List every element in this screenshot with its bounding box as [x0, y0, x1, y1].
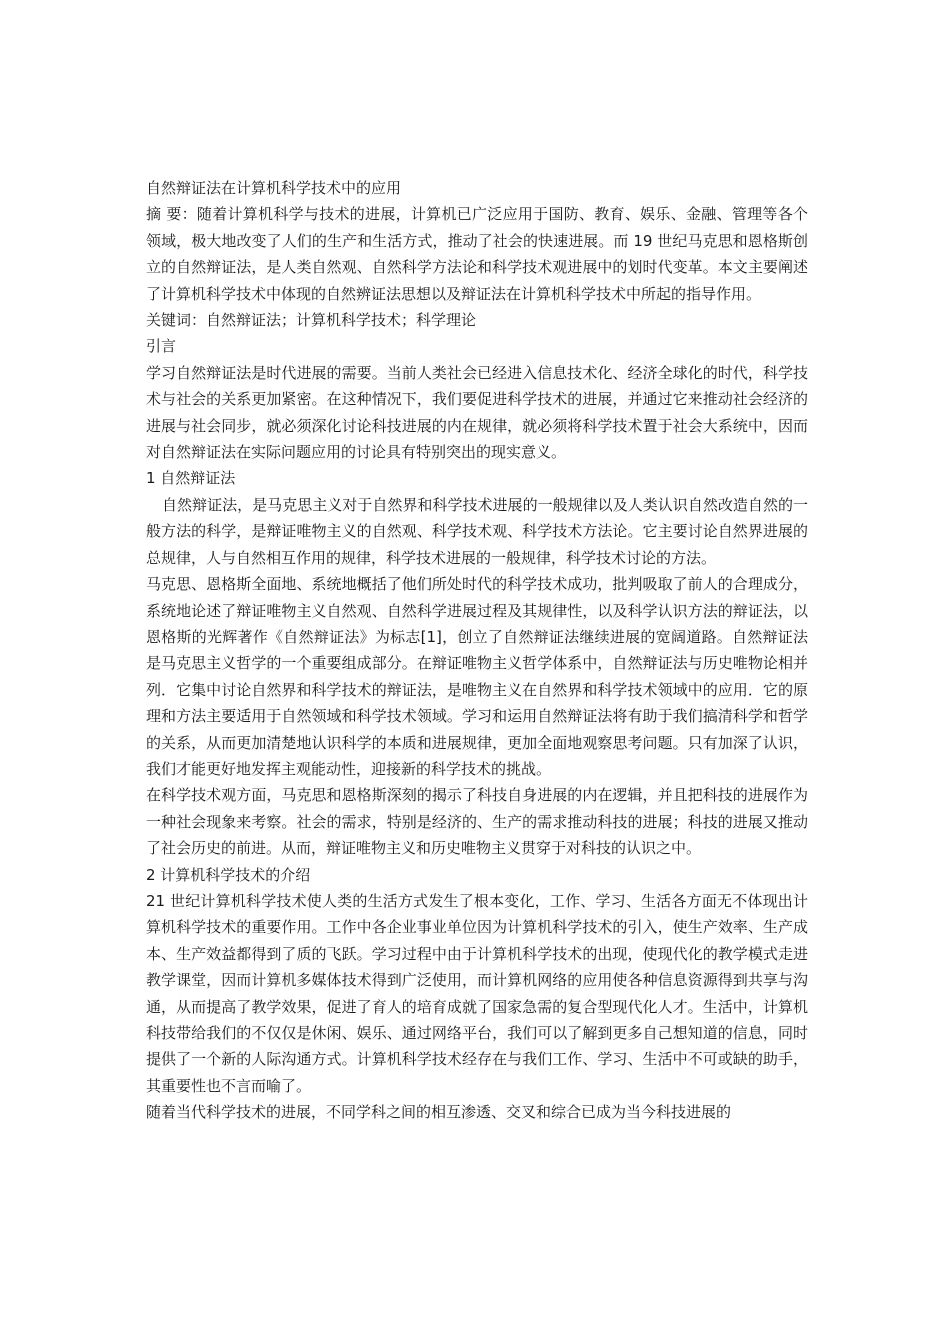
intro-heading: 引言 — [146, 337, 177, 356]
document-page — [146, 175, 808, 1126]
keywords-line: 关键词：自然辩证法；计算机科学技术；科学理论 — [146, 311, 477, 330]
intro-paragraph: 学习自然辩证法是时代进展的需要。当前人类社会已经进入信息技术化、经济全球化的时代，科学技术与社会的关系更加紧密。在这种情况下，我们要促进科学技术的进展，并通过它来推动社会经济的进展与社会同步，就必须深化讨论科技进展的内在规律，就必须将科学技术置于社会大系统中，因而对自然辩证法在实际问题应用的讨论具有特别突出的现实意义。 — [146, 363, 808, 462]
section2-paragraph-1: 21 世纪计算机科学技术使人类的生活方式发生了根本变化，工作、学习、生活各方面无不体现出计算机科学技术的重要作用。工作中各企业事业单位因为计算机科学技术的引入，使生产效率、生产成本、生产效益都得到了质的飞跃。学习过程中由于计算机科学技术的出现，使现代化的教学模式走进教学课堂，因而计算机多媒体技术得到广泛使用，而计算机网络的应用使各种信息资源得到共享与沟通，从而提高了教学效果，促进了育人的培育成就了国家急需的复合型现代化人才。生活中，计算机科技带给我们的不仅仅是休闲、娱乐、通过网络平台，我们可以了解到更多自己想知道的信息，同时提供了一个新的人际沟通方式。计算机科学技术经存在与我们工作、学习、生活中不可或缺的助手，其重要性也不言而喻了。 — [146, 891, 808, 1095]
section2-paragraph-2: 随着当代科学技术的进展，不同学科之间的相互渗透、交叉和综合已成为当今科技进展的 — [146, 1103, 732, 1122]
section1-paragraph-3: 在科学技术观方面，马克思和恩格斯深刻的揭示了科技自身进展的内在逻辑，并且把科技的进展作为一种社会现象来考察。社会的需求，特别是经济的、生产的需求推动科技的进展；科技的进展又推动了社会历史的前进。从而，辩证唯物主义和历史唯物主义贯穿于对科技的认识之中。 — [146, 786, 808, 858]
section1-paragraph-2: 马克思、恩格斯全面地、系统地概括了他们所处时代的科学技术成功，批判吸取了前人的合理成分，系统地论述了辩证唯物主义自然观、自然科学进展过程及其规律性，以及科学认识方法的辩证法，以恩格斯的光辉著作《自然辩证法》为标志[1]，创立了自然辩证法继续进展的宽阔道路。自然辩证法是马克思主义哲学的一个重要组成部分。在辩证唯物主义哲学体系中，自然辩证法与历史唯物论相并列．它集中讨论自然界和科学技术的辩证法，是唯物主义在自然界和科学技术领域中的应用．它的原理和方法主要适用于自然领域和科学技术领域。学习和运用自然辩证法将有助于我们搞清科学和哲学的关系，从而更加清楚地认识科学的本质和进展规律，更加全面地观察思考问题。只有加深了认识，我们才能更好地发挥主观能动性，迎接新的科学技术的挑战。 — [146, 575, 808, 778]
section2-heading: 2 计算机科学技术的介绍 — [146, 865, 311, 884]
abstract-paragraph: 摘 要：随着计算机科学与技术的进展，计算机已广泛应用于国防、教育、娱乐、金融、管理等各个领域，极大地改变了人们的生产和生活方式，推动了社会的快速进展。而 19 世纪马克思和恩格斯创立的自然辩证法，是人类自然观、自然科学方法论和科学技术观进展中的划时代变革。本文主要阐述了计算机科学技术中体现的自然辨证法思想以及辩证法在计算机科学技术中所起的指导作用。 — [146, 205, 808, 303]
section1-heading: 1 自然辩证法 — [146, 469, 236, 488]
document-title: 自然辩证法在计算机科学技术中的应用 — [146, 179, 402, 197]
section1-paragraph-1: 自然辩证法，是马克思主义对于自然界和科学技术进展的一般规律以及人类认识自然改造自然的一般方法的科学，是辩证唯物主义的自然观、科学技术观、科学技术方法论。它主要讨论自然界进展的总规律，人与自然相互作用的规律，科学技术进展的一般规律，科学技术讨论的方法。 — [146, 495, 808, 567]
